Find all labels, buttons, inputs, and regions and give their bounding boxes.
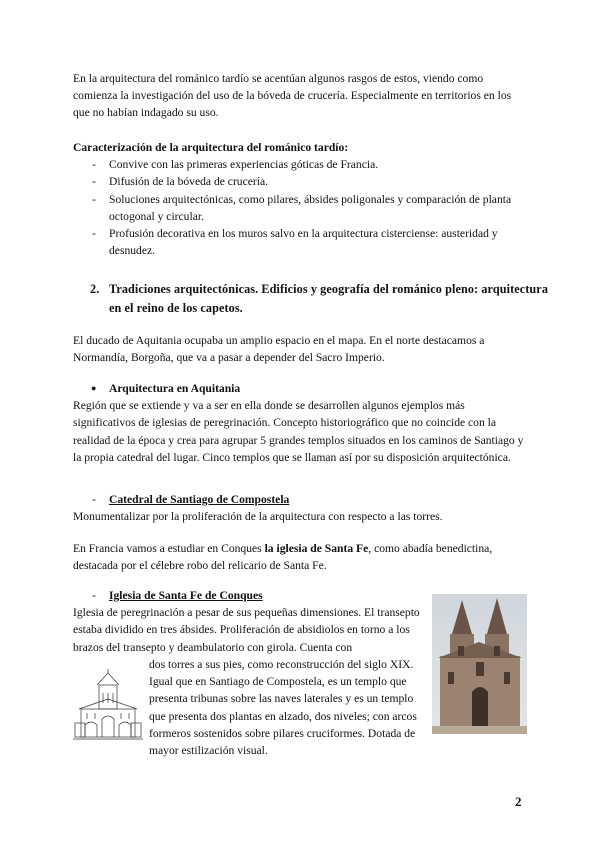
conques-text-wrap: dos torres a sus pies, como reconstrucción del siglo XIX. Igual que en Santiago de Compostela, es un templo que presenta tribunas sobre las naves laterales y es un templo que presenta dos plantas en alzado, dos niveles; con arcos formeros sostenidos sobre pilares cruciformes. Dotada de mayor estilización visual.: [149, 658, 417, 758]
santiago-heading: [73, 491, 527, 508]
conques-photo-image: [432, 594, 527, 734]
caracterizacion-section: [73, 139, 527, 259]
francia-text-post: , como abadía benedictina, destacada por el célebre robo del relicario de Santa Fe.: [73, 542, 493, 573]
aquitania-title: Arquitectura en Aquitania: [109, 382, 241, 395]
francia-paragraph: [73, 540, 527, 574]
aquitania-text: Región que se extiende y va a ser en ella donde se desarrollen algunos ejemplos más significativos de iglesias de peregrinación. Concepto historiográfico que no coincide con la realidad de la época y crea para agrupar 5 grandes templos situados en los caminos de Santiago y la propia catedral del lugar. Cinco templos que se llaman así por su disposición arquitectónica.: [73, 399, 524, 464]
conques-text-top: Iglesia de peregrinación a pesar de sus pequeñas dimensiones. El transepto estaba dividido en tres ábsides. Proliferación de absidiolos en torno a los brazos del transepto y deambulatorio con girola. Cuenta con: [73, 606, 420, 654]
francia-text-pre: En Francia vamos a estudiar en Conques: [73, 542, 265, 555]
caracterizacion-title: Caracterización de la arquitectura del románico tardío:: [73, 141, 349, 154]
ducado-paragraph: El ducado de Aquitania ocupaba un amplio espacio en el mapa. En el norte destacamos a Normandía, Borgoña, que va a pasar a depender del Sacro Imperio.: [73, 334, 485, 365]
section-title: Tradiciones arquitectónicas. Edificios y geografía del románico pleno: arquitectura en el reino de los capetos.: [109, 282, 549, 315]
list-item: - Convive con las primeras experiencias góticas de Francia.: [73, 156, 527, 173]
dash-mark: -: [92, 589, 96, 602]
santiago-title: Catedral de Santiago de Compostela: [109, 493, 290, 506]
aquitania-section: [73, 380, 527, 466]
conques-section: [73, 587, 423, 656]
bullet-icon: ●: [91, 383, 97, 393]
section-number: 2.: [90, 282, 100, 296]
conques-heading: [73, 587, 423, 604]
francia-text-bold: la iglesia de Santa Fe: [264, 542, 369, 555]
caracterizacion-list: [73, 156, 527, 259]
list-item: - Difusión de la bóveda de crucería.: [73, 173, 527, 190]
santiago-section: [73, 491, 527, 525]
church-drawing-image: [73, 669, 143, 747]
list-item: - Profusión decorativa en los muros salvo en la arquitectura cisterciense: austeridad y desnudez.: [73, 225, 527, 259]
section-2-heading: [73, 280, 563, 318]
aquitania-heading: [73, 380, 527, 397]
santiago-text: Monumentalizar por la proliferación de la arquitectura con respecto a las torres.: [73, 510, 443, 524]
dash-mark: -: [92, 493, 96, 506]
intro-paragraph: En la arquitectura del románico tardío se acentúan algunos rasgos de estos, viendo como comienza la investigación del uso de la bóveda de crucería. Especialmente en territorios en los que no habían indagado su uso.: [73, 72, 512, 120]
list-item: - Soluciones arquitectónicas, como pilares, ábsides poligonales y comparación de planta octogonal y circular.: [73, 191, 527, 225]
page-number: 2: [515, 794, 522, 809]
conques-title: Iglesia de Santa Fe de Conques: [109, 589, 263, 602]
